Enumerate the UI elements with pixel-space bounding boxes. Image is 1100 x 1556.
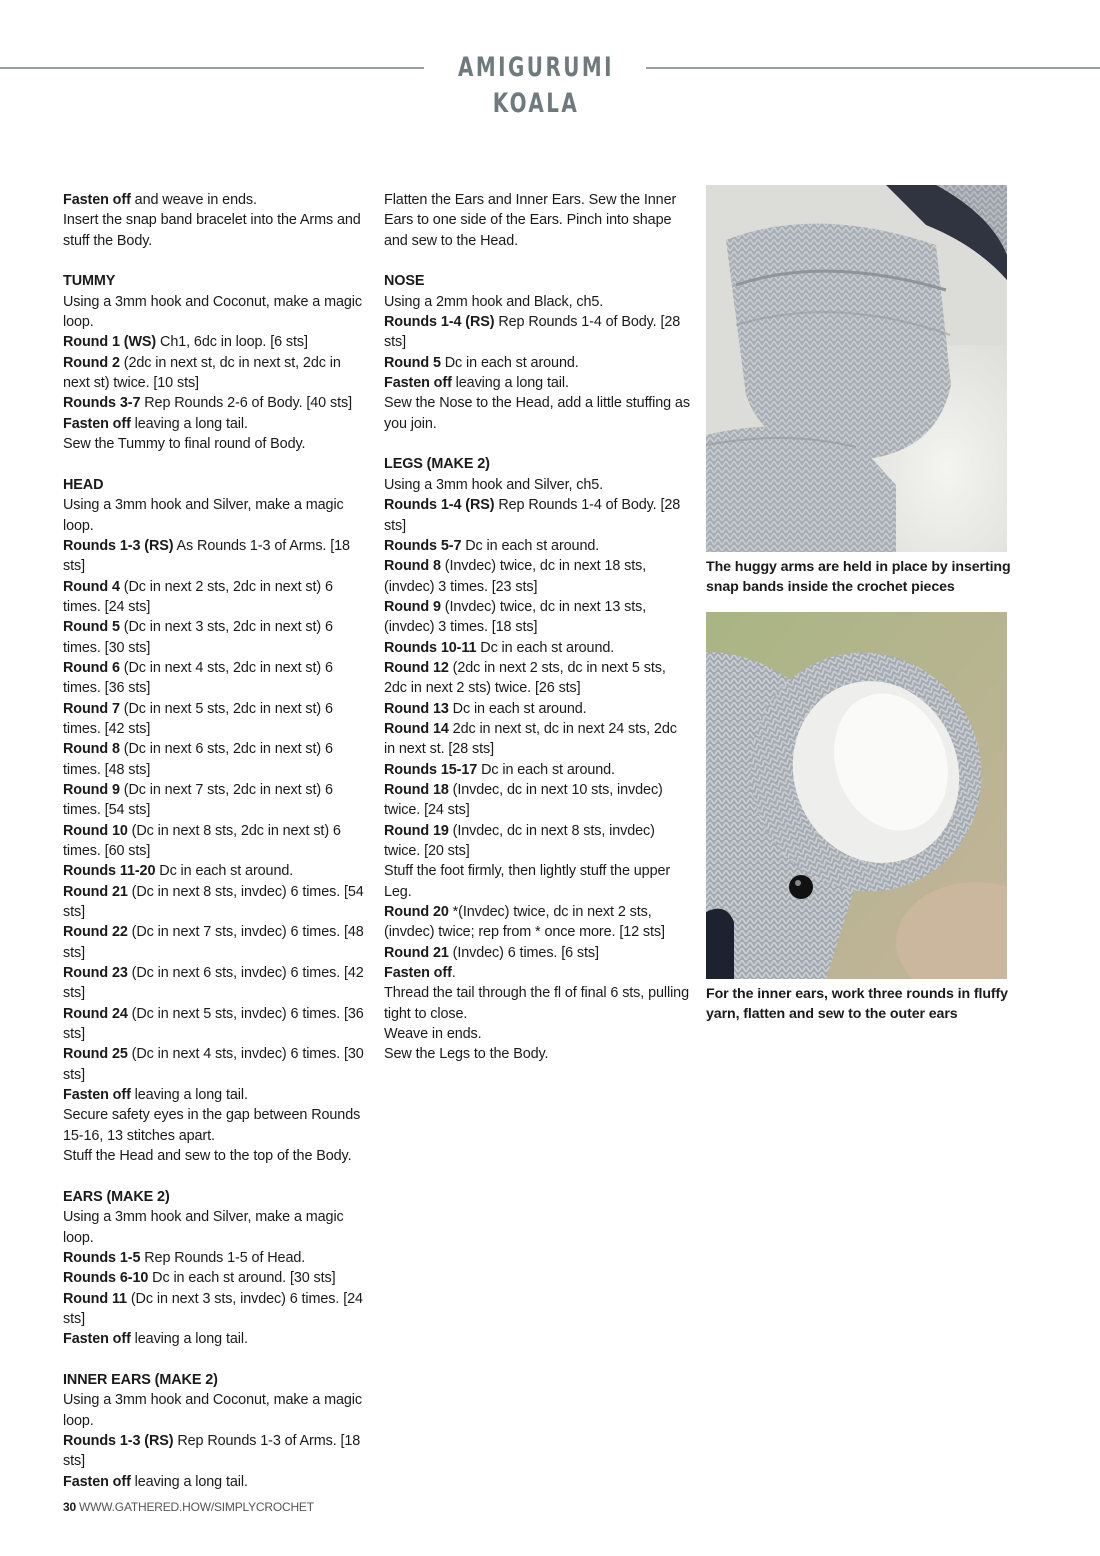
instruction-text: (2dc in next st, dc in next st, 2dc in next st) twice. [10 sts] [63, 354, 341, 392]
instruction-line [63, 1207, 368, 1248]
instruction-line [384, 190, 690, 251]
section-heading: INNER EARS (MAKE 2) [63, 1371, 218, 1388]
instruction-line [384, 1044, 690, 1064]
instruction-line [384, 475, 690, 495]
instruction-line [63, 922, 368, 963]
instruction-text: (Dc in next 6 sts, 2dc in next st) 6 times. [48 sts] [63, 741, 333, 778]
instruction-text: Thread the tail through the fl of final 6 sts, pulling tight to close. [384, 985, 689, 1022]
instruction-line [384, 943, 690, 963]
instruction-line [384, 495, 690, 536]
photo-koala-ear [706, 612, 1007, 979]
instruction-text: Weave in ends. [384, 1026, 482, 1043]
instruction-label: Round 4 [63, 578, 120, 595]
instruction-line [63, 1390, 368, 1431]
instruction-label: Rounds 1-5 [63, 1249, 141, 1266]
section-nose [384, 271, 690, 434]
instruction-label: Round 7 [63, 700, 120, 717]
instruction-line [63, 1248, 368, 1268]
instruction-text: (Dc in next 3 sts, 2dc in next st) 6 times. [30 sts] [63, 619, 333, 656]
instruction-line [384, 292, 690, 312]
instruction-text: Dc in each st around. [30 sts] [148, 1270, 336, 1287]
instruction-label: Fasten off [63, 1331, 131, 1348]
page-header [0, 50, 1100, 119]
page-footer [63, 1499, 314, 1515]
instruction-text: (Invdec) twice, dc in next 18 sts, (invdec) 3 times. [23 sts] [384, 558, 647, 595]
instruction-line [63, 780, 368, 821]
koala-arm-illustration [706, 185, 1007, 552]
section-tummy [63, 271, 368, 454]
instruction-text: Using a 3mm hook and Silver, make a magic loop. [63, 497, 344, 534]
instruction-text: Rep Rounds 2-6 of Body. [40 sts] [140, 395, 352, 412]
instruction-line [63, 434, 368, 454]
instruction-line [384, 963, 690, 983]
instruction-line [384, 353, 690, 373]
instruction-line [384, 556, 690, 597]
instruction-line [384, 983, 690, 1024]
instruction-line [63, 1146, 368, 1166]
instruction-line [63, 739, 368, 780]
instruction-text: Using a 3mm hook and Coconut, make a magic loop. [63, 1392, 362, 1429]
instruction-text: Dc in each st around. [476, 639, 615, 656]
koala-ear-illustration [706, 612, 1007, 979]
instruction-text: leaving a long tail. [451, 375, 569, 392]
instruction-line [63, 658, 368, 699]
instruction-text: Using a 3mm hook and Silver, make a magic loop. [63, 1209, 344, 1246]
instruction-text: and weave in ends. [130, 192, 257, 208]
instruction-label: Round 18 [384, 781, 449, 798]
instruction-text: (Dc in next 4 sts, invdec) 6 times. [30 sts] [63, 1046, 364, 1083]
instruction-label: Rounds 1-3 (RS) [63, 1432, 174, 1449]
instruction-text: (Invdec) 6 times. [6 sts] [448, 944, 599, 961]
instruction-text: leaving a long tail. [130, 1331, 248, 1348]
instruction-text: (Invdec) twice, dc in next 13 sts, (invdec) 3 times. [18 sts] [384, 598, 647, 636]
instruction-line [384, 821, 690, 862]
instruction-label: Round 12 [384, 659, 449, 676]
instruction-line [63, 577, 368, 618]
instruction-label: Round 5 [384, 354, 441, 371]
section-heading: EARS (MAKE 2) [63, 1188, 170, 1205]
section-intro [384, 190, 690, 251]
instruction-line [63, 882, 368, 923]
instruction-label: Round 20 [384, 904, 449, 921]
instruction-label: Round 9 [63, 781, 120, 798]
instruction-label: Rounds 6-10 [63, 1270, 149, 1287]
instruction-text: (Dc in next 8 sts, 2dc in next st) 6 times. [60 sts] [63, 822, 341, 859]
section-heading: LEGS (MAKE 2) [384, 456, 490, 473]
instruction-text: Insert the snap band bracelet into the Arms and stuff the Body. [63, 212, 361, 249]
instruction-line [63, 1004, 368, 1045]
instruction-line [384, 780, 690, 821]
instruction-label: Round 21 [63, 883, 128, 900]
instruction-line [63, 821, 368, 862]
instruction-text: Rep Rounds 1-4 of Body. [28 sts] [384, 314, 681, 351]
instruction-label: Rounds 11-20 [63, 863, 156, 880]
instruction-label: Round 23 [63, 965, 128, 982]
instruction-label: Rounds 5-7 [384, 537, 462, 554]
instruction-text: leaving a long tail. [130, 1087, 248, 1104]
instruction-line [63, 1085, 368, 1105]
instruction-label: Fasten off [63, 1473, 131, 1490]
instruction-label: Round 13 [384, 700, 449, 717]
instruction-line [384, 861, 690, 902]
instruction-text: Sew the Legs to the Body. [384, 1046, 549, 1063]
instruction-text: Secure safety eyes in the gap between Rounds 15-16, 13 stitches apart. [63, 1107, 361, 1144]
section-head [63, 475, 368, 1167]
instruction-label: Fasten off [384, 375, 452, 392]
instruction-line [63, 190, 368, 210]
instruction-line [63, 393, 368, 413]
instruction-line [63, 617, 368, 658]
header-rule-right [646, 67, 1100, 69]
instruction-line [384, 638, 690, 658]
instruction-text: (Dc in next 5 sts, invdec) 6 times. [36 sts] [63, 1005, 364, 1043]
instruction-text: (Dc in next 6 sts, invdec) 6 times. [42 sts] [63, 965, 364, 1002]
instruction-line [384, 373, 690, 393]
instruction-label: Fasten off [63, 415, 131, 432]
section-intro [63, 190, 368, 251]
instruction-label: Fasten off [63, 1087, 131, 1104]
section-heading: NOSE [384, 273, 425, 290]
instruction-label: Round 21 [384, 944, 449, 961]
instruction-line [384, 597, 690, 638]
instruction-text: As Rounds 1-3 of Arms. [18 sts] [63, 537, 350, 575]
instruction-text: Sew the Tummy to final round of Body. [63, 436, 306, 453]
instruction-label: Round 2 [63, 354, 120, 371]
instruction-label: Rounds 3-7 [63, 395, 141, 412]
photo-koala-arm [706, 185, 1007, 552]
instruction-text: (Dc in next 2 sts, 2dc in next st) 6 times. [24 sts] [63, 578, 333, 615]
instruction-label: Rounds 1-4 (RS) [384, 314, 495, 331]
instruction-text: Sew the Nose to the Head, add a little stuffing as you join. [384, 395, 690, 432]
instruction-line [384, 902, 690, 943]
instruction-text: (Invdec, dc in next 10 sts, invdec) twice. [24 sts] [384, 781, 663, 819]
instruction-label: Rounds 10-11 [384, 639, 477, 656]
instruction-line [63, 1289, 368, 1330]
header-rule-left [0, 67, 424, 69]
instruction-text: (Dc in next 7 sts, 2dc in next st) 6 times. [54 sts] [63, 781, 333, 819]
instruction-line [384, 536, 690, 556]
instruction-line [63, 414, 368, 434]
instruction-label: Round 22 [63, 924, 128, 941]
instruction-line [63, 1044, 368, 1085]
instruction-label: Rounds 15-17 [384, 761, 478, 778]
instruction-text: Dc in each st around. [155, 863, 294, 880]
instruction-label: Round 24 [63, 1005, 128, 1022]
text-column-middle [384, 190, 690, 1065]
instruction-label: Round 5 [63, 619, 120, 636]
photo-caption: The huggy arms are held in place by inserting snap bands inside the crochet pieces [706, 559, 1011, 596]
instruction-text: 2dc in next st, dc in next 24 sts, 2dc in next st. [28 sts] [384, 720, 677, 758]
instruction-line [63, 861, 368, 881]
photo-caption: For the inner ears, work three rounds in fluffy yarn, flatten and sew to the outer ears [706, 986, 1008, 1023]
instruction-label: Round 6 [63, 659, 120, 676]
instruction-line [63, 1268, 368, 1288]
instruction-label: Round 9 [384, 598, 441, 615]
instruction-text: *(Invdec) twice, dc in next 2 sts, (invdec) twice; rep from * once more. [12 sts] [384, 904, 665, 941]
instruction-label: Round 1 (WS) [63, 334, 157, 351]
instruction-label: Rounds 1-3 (RS) [63, 537, 174, 554]
instruction-label: Fasten off [384, 965, 452, 982]
section-heading: HEAD [63, 476, 104, 493]
instruction-line [384, 1024, 690, 1044]
section-inner-ears [63, 1370, 368, 1492]
section-legs [384, 454, 690, 1064]
instruction-text: (Dc in next 8 sts, invdec) 6 times. [54 sts] [63, 883, 364, 921]
instruction-line [384, 699, 690, 719]
instruction-text: (Dc in next 5 sts, 2dc in next st) 6 times. [42 sts] [63, 700, 333, 737]
instruction-line [63, 210, 368, 251]
instruction-line [384, 760, 690, 780]
section-heading: TUMMY [63, 273, 116, 290]
instruction-text: Rep Rounds 1-5 of Head. [140, 1249, 306, 1266]
instruction-text: Using a 3mm hook and Silver, ch5. [384, 476, 604, 493]
instruction-line [63, 536, 368, 577]
section-ears [63, 1187, 368, 1350]
instruction-label: Round 25 [63, 1046, 128, 1063]
instruction-label: Fasten off [63, 192, 131, 208]
instruction-text: (Invdec, dc in next 8 sts, invdec) twice. [20 sts] [384, 822, 655, 859]
instruction-text: (2dc in next 2 sts, dc in next 5 sts, 2dc in next 2 sts) twice. [26 sts] [384, 659, 666, 697]
text-column-left [63, 190, 368, 1492]
instruction-line [63, 495, 368, 536]
instruction-label: Round 8 [63, 741, 120, 758]
instruction-text: Dc in each st around. [477, 761, 615, 778]
instruction-text: Flatten the Ears and Inner Ears. Sew the Inner Ears to one side of the Ears. Pinch into shape and sew to the Head. [384, 192, 677, 249]
instruction-text: . [451, 965, 456, 982]
instruction-text: Rep Rounds 1-4 of Body. [28 sts] [384, 497, 681, 534]
instruction-line [384, 312, 690, 353]
instruction-line [63, 332, 368, 352]
page-title: AMIGURUMI KOALA [457, 52, 615, 119]
instruction-text: (Dc in next 3 sts, invdec) 6 times. [24 sts] [63, 1290, 363, 1327]
instruction-label: Round 8 [384, 558, 441, 575]
instruction-line [63, 699, 368, 740]
instruction-text: Dc in each st around. [448, 700, 587, 717]
instruction-label: Round 11 [63, 1290, 127, 1307]
instruction-line [384, 393, 690, 434]
instruction-text: Stuff the foot firmly, then lightly stuff the upper Leg. [384, 863, 671, 900]
instruction-label: Round 19 [384, 822, 449, 839]
instruction-label: Rounds 1-4 (RS) [384, 497, 495, 514]
instruction-text: Using a 3mm hook and Coconut, make a magic loop. [63, 293, 362, 331]
footer-url[interactable]: WWW.GATHERED.HOW/SIMPLYCROCHET [78, 1500, 314, 1514]
instruction-line [63, 963, 368, 1004]
instruction-line [384, 719, 690, 760]
instruction-text: Dc in each st around. [440, 354, 579, 371]
instruction-line [63, 353, 368, 394]
instruction-label: Round 14 [384, 720, 449, 737]
instruction-text: Ch1, 6dc in loop. [6 sts] [156, 334, 308, 351]
instruction-text: (Dc in next 4 sts, 2dc in next st) 6 times. [36 sts] [63, 659, 333, 697]
instruction-line [384, 658, 690, 699]
instruction-line [63, 1105, 368, 1146]
instruction-label: Round 10 [63, 822, 128, 839]
instruction-line [63, 1431, 368, 1472]
instruction-text: leaving a long tail. [130, 1473, 248, 1490]
instruction-line [63, 292, 368, 333]
instruction-line [63, 1472, 368, 1492]
instruction-text: leaving a long tail. [130, 415, 248, 432]
instruction-line [63, 1329, 368, 1349]
instruction-text: Stuff the Head and sew to the top of the Body. [63, 1148, 352, 1165]
instruction-text: Rep Rounds 1-3 of Arms. [18 sts] [63, 1432, 361, 1470]
instruction-text: (Dc in next 7 sts, invdec) 6 times. [48 sts] [63, 924, 364, 961]
instruction-text: Dc in each st around. [461, 537, 600, 554]
instruction-text: Using a 2mm hook and Black, ch5. [384, 293, 604, 310]
page-number: 30 [63, 1500, 76, 1514]
